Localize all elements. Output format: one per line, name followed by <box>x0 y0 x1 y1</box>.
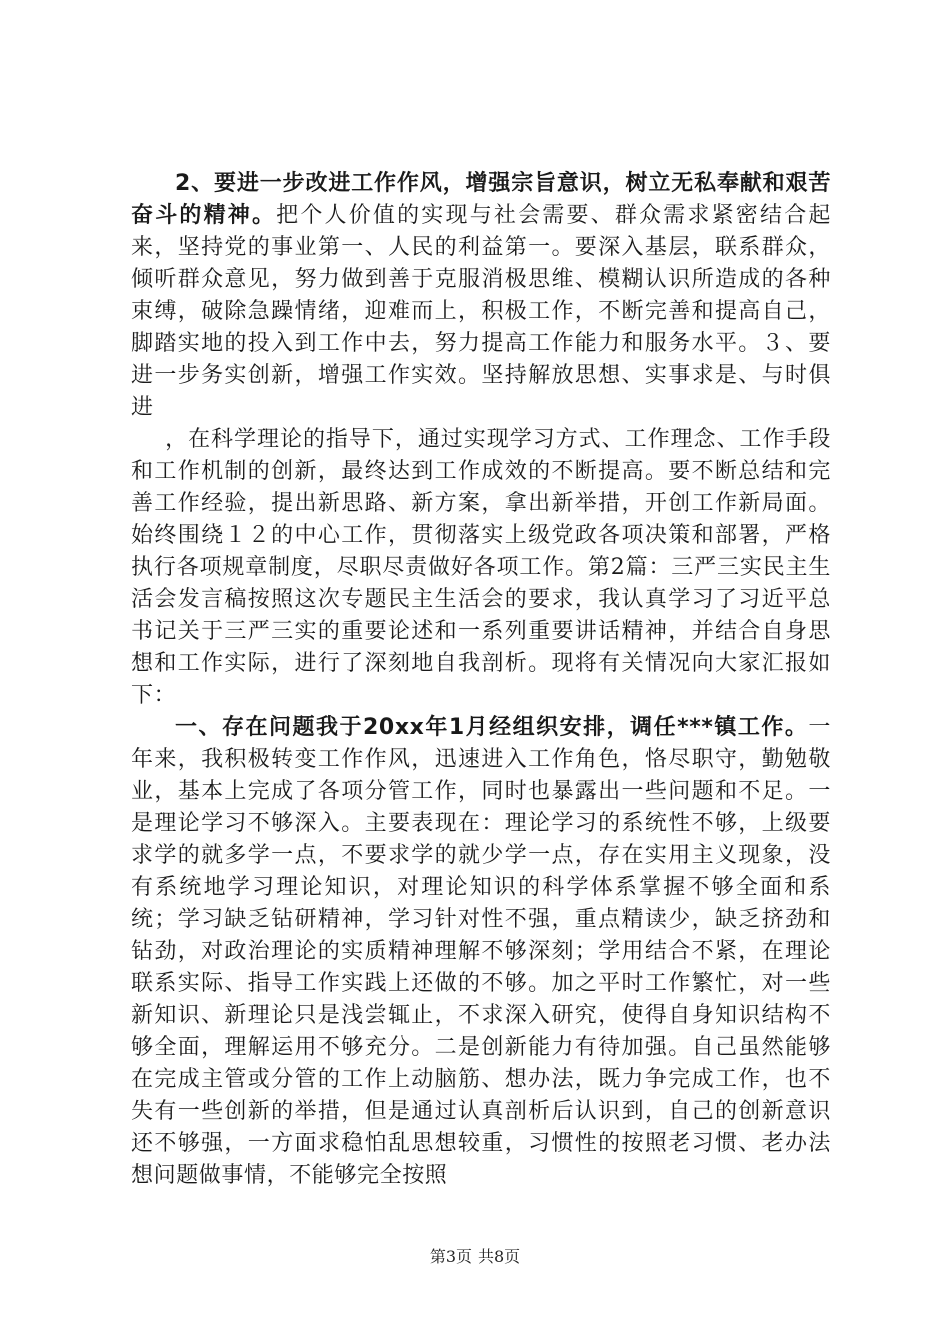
page-footer <box>0 1246 950 1268</box>
page-number-total: 共8页 <box>478 1247 521 1266</box>
paragraph-3 <box>131 712 831 1192</box>
paragraph-3-bold-lead: 一、存在问题我于20xx年1月经组织安排，调任***镇工作。 <box>175 715 809 740</box>
paragraph-2 <box>131 424 831 712</box>
paragraph-1 <box>131 168 831 424</box>
page-number-current: 第3页 <box>429 1247 472 1266</box>
document-body <box>131 168 831 1192</box>
paragraph-1-text: 把个人价值的实现与社会需要、群众需求紧密结合起来，坚持党的事业第一、人民的利益第一。要深入基层，联系群众，倾听群众意见，努力做到善于克服消极思维、模糊认识所造成的各种束缚，破除急躁情绪，迎难而上，积极工作，不断完善和提高自己，脚踏实地的投入到工作中去，努力提高工作能力和服务水平。３、要进一步务实创新，增强工作实效。坚持解放思想、实事求是、与时俱进 <box>131 203 831 420</box>
paragraph-2-text: ，在科学理论的指导下，通过实现学习方式、工作理念、工作手段和工作机制的创新，最终达到工作成效的不断提高。要不断总结和完善工作经验，提出新思路、新方案，拿出新举措，开创工作新局面。始终围绕１２的中心工作，贯彻落实上级党政各项决策和部署，严格执行各项规章制度，尽职尽责做好各项工作。第2篇：三严三实民主生活会发言稿按照这次专题民主生活会的要求，我认真学习了习近平总书记关于三严三实的重要论述和一系列重要讲话精神，并结合自身思想和工作实际，进行了深刻地自我剖析。现将有关情况向大家汇报如下： <box>131 427 831 708</box>
paragraph-3-text: 一年来，我积极转变工作作风，迅速进入工作角色，恪尽职守，勤勉敬业，基本上完成了各项分管工作，同时也暴露出一些问题和不足。一是理论学习不够深入。主要表现在：理论学习的系统性不够，上级要求学的就多学一点，不要求学的就少学一点，存在实用主义现象，没有系统地学习理论知识，对理论知识的科学体系掌握不够全面和系统；学习缺乏钻研精神，学习针对性不强，重点精读少，缺乏挤劲和钻劲，对政治理论的实质精神理解不够深刻；学用结合不紧，在理论联系实际、指导工作实践上还做的不够。加之平时工作繁忙，对一些新知识、新理论只是浅尝辄止，不求深入研究，使得自身知识结构不够全面，理解运用不够充分。二是创新能力有待加强。自己虽然能够在完成主管或分管的工作上动脑筋、想办法，既力争完成工作，也不失有一些创新的举措，但是通过认真剖析后认识到，自己的创新意识还不够强，一方面求稳怕乱思想较重，习惯性的按照老习惯、老办法想问题做事情，不能够完全按照 <box>131 715 831 1188</box>
paragraph-1-bold-lead: 2、要进一步改进工作作风，增强宗旨意识，树立无私奉献和艰苦奋斗的精神。 <box>131 171 831 228</box>
